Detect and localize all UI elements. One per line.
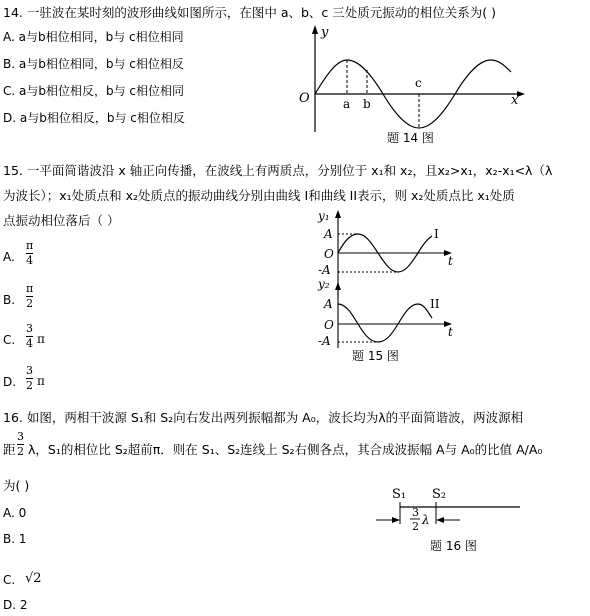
q15-curve-I-label: I [434, 227, 439, 241]
q16-option-d: D. 2 [3, 598, 28, 612]
q15-option-a-num: π [26, 239, 34, 252]
q15-option-a-fraction [26, 240, 33, 267]
q16-caption: 题 16 图 [430, 539, 477, 553]
q15-y1-arrow [335, 210, 341, 218]
q14-stem: 14. 一驻波在某时刻的波形曲线如图所示，在图中 a、b、c 三处质元振动的相位关系为( ) [3, 5, 496, 20]
q14-y-arrow [312, 25, 318, 34]
q14-y-label: y [321, 25, 329, 40]
q15-option-c-den: 4 [26, 337, 33, 350]
q16-line2-text: λ，S₁的相位比 S₂超前π．则在 S₁、S₂连线上 S₂右侧各点，其合成波振幅 A与 A₀的比值 A/A₀ [28, 442, 543, 457]
q15-curve-II [338, 304, 432, 342]
q15-negamp2-label: -A [318, 334, 331, 348]
q15-option-d-fraction [26, 365, 33, 392]
q15-option-a-letter: A. [3, 250, 15, 264]
q16-distance-fraction [17, 431, 24, 458]
q16-line3: 为( ) [3, 478, 30, 493]
q16-option-a: A. 0 [3, 506, 27, 520]
q16-left-arrowhead [392, 517, 400, 523]
q16-option-c-value: √2 [25, 571, 42, 586]
q15-curve-II-label: II [430, 297, 440, 311]
q16-s2-label: S₂ [432, 487, 447, 502]
q15-t2-label: t [448, 325, 453, 339]
q15-caption: 题 15 图 [352, 349, 399, 363]
q14-option-b: B. a与b相位相同，b与 c相位相反 [3, 57, 184, 71]
q14-x-label: x [511, 93, 519, 108]
q16-s1-label: S₁ [392, 487, 407, 502]
q15-t1-label: t [448, 254, 453, 268]
q15-option-b-den: 2 [26, 297, 34, 310]
q15-origin1-label: O [324, 247, 334, 261]
q15-y2-arrow [335, 282, 341, 290]
q15-option-c-suffix: π [37, 332, 45, 346]
q15-option-d-num: 3 [26, 364, 33, 377]
q15-option-c-num: 3 [26, 322, 33, 335]
q15-option-c-letter: C. [3, 333, 16, 347]
q16-distance-num: 3 [17, 430, 24, 443]
q16-right-arrowhead [436, 517, 444, 523]
q16-line2-prefix: 距 [3, 442, 16, 457]
q15-line1: 15. 一平面简谐波沿 x 轴正向传播，在波线上有两质点，分别位于 x₁和 x₂，且x₂>x₁，x₂-x₁<λ（λ [3, 163, 553, 178]
q15-option-b-fraction [26, 283, 33, 310]
q15-y2-label: y₂ [318, 277, 330, 291]
q15-option-d-suffix: π [37, 374, 45, 388]
q14-option-a: A. a与b相位相同，b与 c相位相同 [3, 30, 184, 44]
q16-option-b: B. 1 [3, 532, 27, 546]
q15-negamp1-label: -A [318, 263, 331, 277]
q15-figure [312, 208, 472, 363]
q14-point-c-label: c [415, 76, 422, 90]
q14-point-a-label: a [343, 97, 351, 111]
q15-origin2-label: O [324, 318, 334, 332]
q14-figure [285, 22, 530, 147]
q16-distance-den: 2 [17, 445, 24, 458]
q16-option-c: C. [3, 573, 16, 587]
q15-option-d-den: 2 [26, 379, 33, 392]
q15-option-b-letter: B. [3, 293, 16, 307]
q16-dist-den: 2 [412, 520, 419, 533]
q14-caption: 题 14 图 [387, 131, 434, 145]
q16-dist-unit: λ [422, 513, 430, 527]
q14-option-d: D. a与b相位相反，b与 c相位相反 [3, 111, 185, 125]
q15-line2: 为波长）；x₁处质点和 x₂处质点的振动曲线分别由曲线 I和曲线 II表示，则 x₂处质点比 x₁处质 [3, 188, 515, 203]
q15-option-a-den: 4 [26, 254, 34, 267]
q14-origin-label: O [299, 91, 310, 106]
q15-amp2-label: A [324, 297, 333, 311]
q15-option-d-letter: D. [3, 375, 17, 389]
q14-option-c: C. a与b相位相反，b与 c相位相同 [3, 84, 185, 98]
q16-line1: 16. 如图，两相干波源 S₁和 S₂向右发出两列振幅都为 A₀，波长均为λ的平面简谐波，两波源相 [3, 410, 524, 425]
q16-dist-num: 3 [412, 506, 419, 519]
q15-amp1-label: A [324, 227, 333, 241]
q16-figure [370, 482, 530, 558]
q15-option-c-fraction [26, 323, 33, 350]
q14-point-b-label: b [363, 97, 371, 111]
q15-y1-label: y₁ [318, 209, 330, 223]
q15-option-b-num: π [26, 282, 34, 295]
q15-line3: 点振动相位落后（ ） [3, 213, 120, 228]
